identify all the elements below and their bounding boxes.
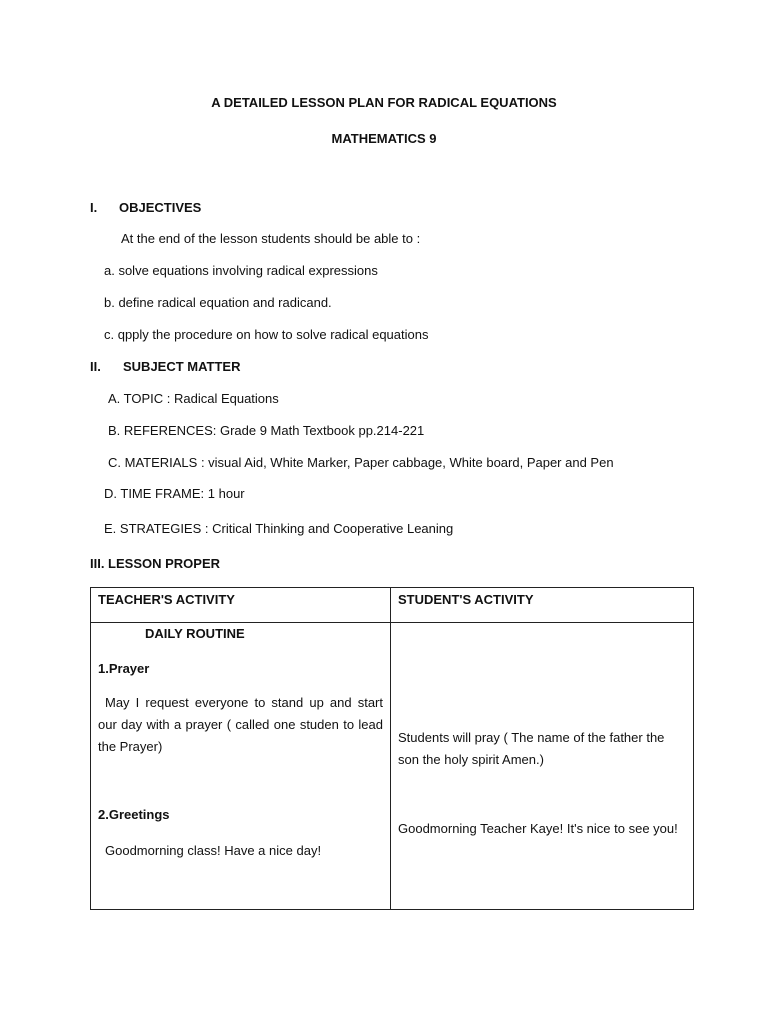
objective-item-b: b. define radical equation and radicand. — [104, 295, 332, 310]
subject-item-strategies: E. STRATEGIES : Critical Thinking and Cooperative Leaning — [104, 521, 454, 536]
greetings-teacher-text: Goodmorning class! Have a nice day! — [105, 843, 322, 858]
lesson-activity-table — [90, 587, 694, 910]
teacher-activity-header: TEACHER'S ACTIVITY — [91, 588, 391, 623]
student-activity-cell — [391, 623, 694, 910]
objectives-intro: At the end of the lesson students should be able to : — [121, 231, 421, 246]
objectives-heading: OBJECTIVES — [119, 200, 202, 215]
teacher-activity-cell — [91, 623, 391, 910]
table-row — [91, 623, 694, 910]
objectives-numeral: I. — [90, 200, 98, 215]
subject-item-time-frame: D. TIME FRAME: 1 hour — [104, 486, 245, 501]
greetings-heading: 2.Greetings — [98, 807, 170, 822]
subject-matter-numeral: II. — [90, 359, 101, 374]
subject-item-references: B. REFERENCES: Grade 9 Math Textbook pp.214-221 — [108, 423, 425, 438]
student-activity-header: STUDENT'S ACTIVITY — [391, 588, 694, 623]
daily-routine-heading: DAILY ROUTINE — [145, 626, 245, 641]
objective-item-a: a. solve equations involving radical expressions — [104, 263, 378, 278]
subject-item-materials: C. MATERIALS : visual Aid, White Marker, Paper cabbage, White board, Paper and Pen — [108, 455, 614, 470]
prayer-heading: 1.Prayer — [98, 661, 150, 676]
document-subject: MATHEMATICS 9 — [331, 131, 437, 146]
objective-item-c: c. qpply the procedure on how to solve radical equations — [104, 327, 429, 342]
table-header-row — [91, 588, 694, 623]
subject-item-topic: A. TOPIC : Radical Equations — [108, 391, 279, 406]
lesson-proper-heading: III. LESSON PROPER — [90, 556, 221, 571]
greetings-student-text: Goodmorning Teacher Kaye! It's nice to see you! — [398, 821, 678, 836]
subject-matter-heading: SUBJECT MATTER — [123, 359, 241, 374]
prayer-student-text: Students will pray ( The name of the father the son the holy spirit Amen.) — [398, 730, 665, 767]
prayer-teacher-text: May I request everyone to stand up and start our day with a prayer ( called one studen to lead the Prayer) — [98, 695, 383, 754]
document-title: A DETAILED LESSON PLAN FOR RADICAL EQUATIONS — [211, 95, 557, 110]
